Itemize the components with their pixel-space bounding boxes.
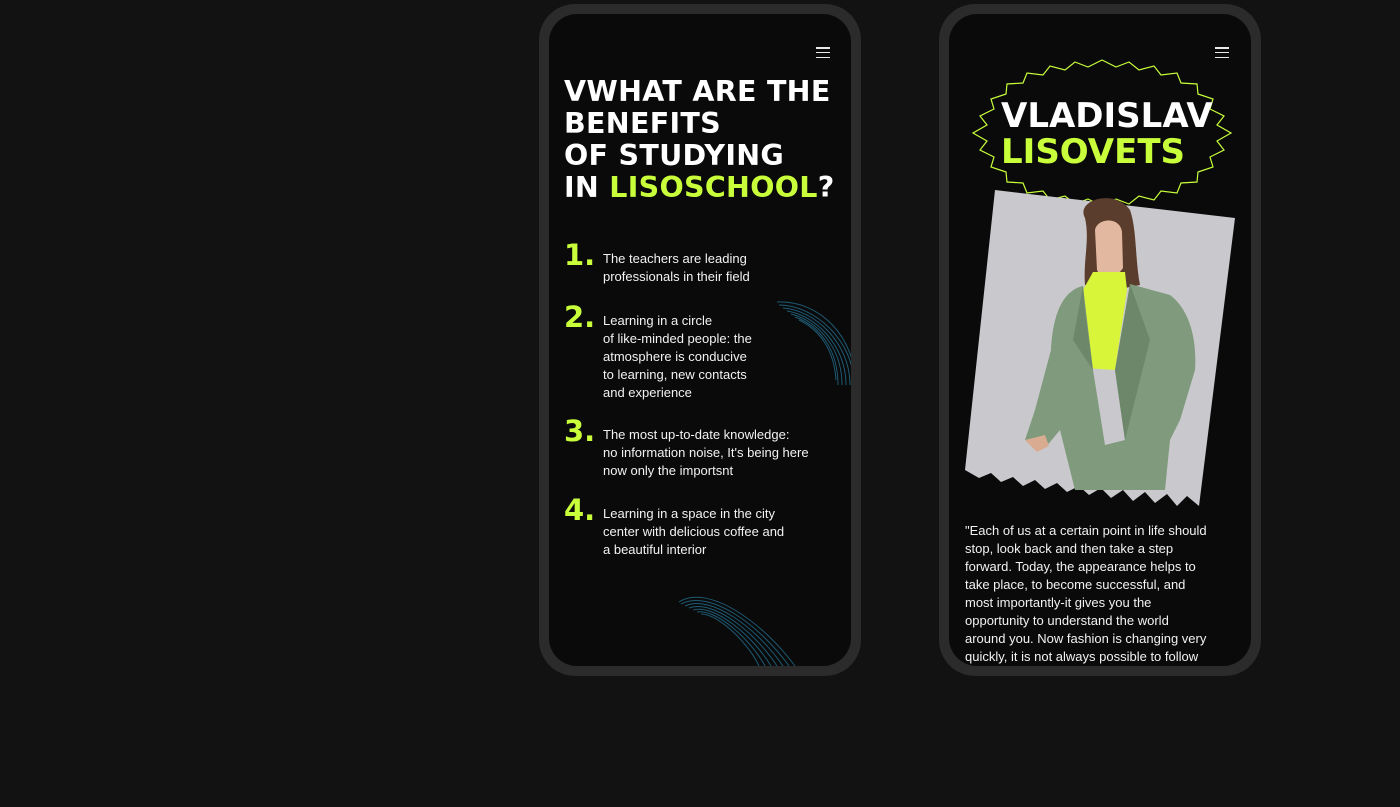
teacher-first-name: VLADISLAV (1001, 96, 1213, 136)
quote-line: take place, to become successful, and (965, 577, 1186, 592)
benefits-heading (564, 76, 849, 204)
benefit-text-line: to learning, new contacts (603, 367, 747, 382)
quote-line: around you. Now fashion is changing very (965, 631, 1207, 646)
benefit-text-line: professionals in their field (603, 269, 750, 284)
benefit-text-line: and experience (603, 385, 692, 400)
swirl-decoration-bottom (679, 594, 799, 666)
quote-line: most importantly-it gives you the (965, 595, 1152, 610)
quote-line: forward. Today, the appearance helps to (965, 559, 1196, 574)
benefit-text-line: Learning in a space in the city (603, 506, 775, 521)
heading-prefix: IN (564, 171, 610, 204)
heading-line-1: VWHAT ARE THE (564, 75, 831, 108)
heading-line-2: BENEFITS (564, 107, 721, 140)
benefit-text-line: The teachers are leading (603, 251, 747, 266)
benefit-number: 4. (564, 493, 596, 527)
quote-line: quickly, it is not always possible to follow (965, 649, 1199, 664)
benefit-text-line: of like-minded people: the (603, 331, 752, 346)
teacher-screen (949, 14, 1251, 666)
phone-mockup-teacher (939, 4, 1261, 676)
benefit-text-line: no information noise, It's being here (603, 445, 809, 460)
heading-line-4 (564, 172, 849, 204)
benefit-text-line: atmosphere is conducive (603, 349, 747, 364)
quote-line: stop, look back and then take a step (965, 541, 1174, 556)
benefit-text (603, 505, 843, 559)
benefit-number: 2. (564, 300, 596, 334)
benefit-text (603, 426, 843, 480)
benefit-number: 1. (564, 238, 596, 272)
benefit-text-line: center with delicious coffee and (603, 524, 785, 539)
hamburger-menu-icon[interactable] (1215, 47, 1229, 58)
benefit-text (603, 312, 843, 402)
quote-line: opportunity to understand the world (965, 613, 1169, 628)
benefit-text-line: Learning in a circle (603, 313, 713, 328)
benefit-text-line: a beautiful interior (603, 542, 707, 557)
hamburger-menu-icon[interactable] (816, 47, 830, 58)
phone-mockup-benefits (539, 4, 861, 676)
heading-line-3: OF STUDYING (564, 139, 785, 172)
school-name-highlight: LISOSCHOOL (609, 171, 818, 204)
benefit-text-line: now only the importsnt (603, 463, 734, 478)
heading-suffix: ? (817, 171, 835, 204)
benefits-screen (549, 14, 851, 666)
quote-line: "Each of us at a certain point in life should (965, 523, 1207, 538)
benefit-text-line: The most up-to-date knowledge: (603, 427, 790, 442)
teacher-quote (965, 522, 1243, 666)
teacher-last-name: LISOVETS (1001, 132, 1186, 172)
teacher-portrait-photo (965, 190, 1235, 506)
benefit-number: 3. (564, 414, 596, 448)
benefit-text (603, 250, 843, 286)
